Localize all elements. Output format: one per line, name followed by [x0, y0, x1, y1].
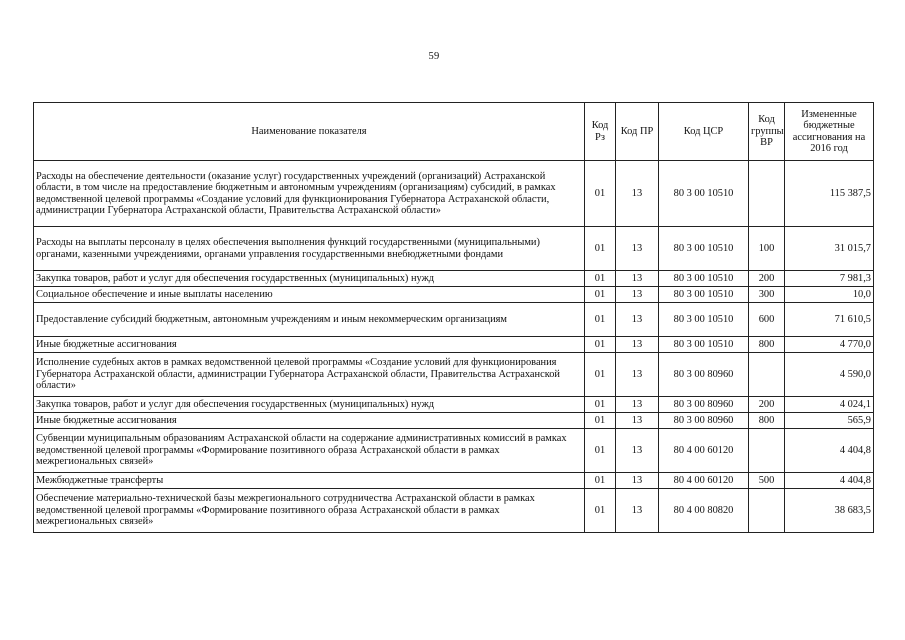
row-amount: 565,9	[785, 413, 874, 429]
row-rz: 01	[585, 303, 616, 337]
row-vr: 600	[749, 303, 785, 337]
row-amount: 10,0	[785, 287, 874, 303]
row-vr: 300	[749, 287, 785, 303]
row-pr: 13	[616, 413, 659, 429]
row-rz: 01	[585, 271, 616, 287]
row-pr: 13	[616, 337, 659, 353]
row-pr: 13	[616, 473, 659, 489]
row-rz: 01	[585, 337, 616, 353]
header-amount: Измененные бюджетные ассигнования на 2016 год	[785, 103, 874, 161]
row-vr	[749, 489, 785, 533]
row-name: Иные бюджетные ассигнования	[34, 337, 585, 353]
table-row	[34, 337, 874, 353]
budget-table	[33, 102, 874, 533]
row-vr: 200	[749, 397, 785, 413]
table-row	[34, 397, 874, 413]
row-pr: 13	[616, 397, 659, 413]
row-pr: 13	[616, 161, 659, 227]
row-rz: 01	[585, 227, 616, 271]
row-name: Закупка товаров, работ и услуг для обеспечения государственных (муниципальных) нужд	[34, 271, 585, 287]
row-csr: 80 3 00 80960	[659, 353, 749, 397]
row-pr: 13	[616, 429, 659, 473]
row-name: Социальное обеспечение и иные выплаты населению	[34, 287, 585, 303]
table-row	[34, 227, 874, 271]
row-vr: 800	[749, 337, 785, 353]
header-csr: Код ЦСР	[659, 103, 749, 161]
row-amount: 38 683,5	[785, 489, 874, 533]
row-name: Обеспечение материально-технической базы межрегионального сотрудничества Астраханской области в рамках ведомственной целевой программы «Формирование позитивного образа Астраханской области в рамках межрегиональных связей»	[34, 489, 585, 533]
row-name: Расходы на выплаты персоналу в целях обеспечения выполнения функций государственными (муниципальными) органами, казенными учреждениями, органами управления государственными внебюджетными фондами	[34, 227, 585, 271]
row-csr: 80 3 00 80960	[659, 413, 749, 429]
header-vr: Код группы ВР	[749, 103, 785, 161]
row-amount: 71 610,5	[785, 303, 874, 337]
table-row	[34, 161, 874, 227]
row-rz: 01	[585, 413, 616, 429]
row-csr: 80 4 00 60120	[659, 429, 749, 473]
row-name: Исполнение судебных актов в рамках ведомственной целевой программы «Создание условий для функционирования Губернатора Астраханской области, администрации Губернатора Астраханской области, Правительства Астраханской области»	[34, 353, 585, 397]
row-vr	[749, 161, 785, 227]
row-csr: 80 3 00 10510	[659, 287, 749, 303]
row-vr	[749, 353, 785, 397]
row-csr: 80 3 00 10510	[659, 227, 749, 271]
row-rz: 01	[585, 429, 616, 473]
table-row	[34, 489, 874, 533]
row-csr: 80 4 00 60120	[659, 473, 749, 489]
row-csr: 80 3 00 10510	[659, 303, 749, 337]
row-name: Межбюджетные трансферты	[34, 473, 585, 489]
row-amount: 4 024,1	[785, 397, 874, 413]
row-csr: 80 3 00 10510	[659, 161, 749, 227]
table-row	[34, 353, 874, 397]
header-pr: Код ПР	[616, 103, 659, 161]
table-row	[34, 271, 874, 287]
row-amount: 4 590,0	[785, 353, 874, 397]
row-name: Субвенции муниципальным образованиям Астраханской области на содержание административных комиссий в рамках ведомственной целевой программы «Формирование позитивного образа Астраханской области в рамках межрегиональных связей»	[34, 429, 585, 473]
row-vr: 500	[749, 473, 785, 489]
header-name: Наименование показателя	[34, 103, 585, 161]
row-pr: 13	[616, 227, 659, 271]
table-row	[34, 429, 874, 473]
row-amount: 4 404,8	[785, 473, 874, 489]
row-pr: 13	[616, 353, 659, 397]
row-amount: 4 404,8	[785, 429, 874, 473]
row-vr: 100	[749, 227, 785, 271]
row-rz: 01	[585, 473, 616, 489]
row-csr: 80 3 00 10510	[659, 337, 749, 353]
table-row	[34, 413, 874, 429]
row-name: Иные бюджетные ассигнования	[34, 413, 585, 429]
table-row	[34, 303, 874, 337]
row-csr: 80 4 00 80820	[659, 489, 749, 533]
row-rz: 01	[585, 287, 616, 303]
page-number: 59	[428, 51, 440, 62]
row-rz: 01	[585, 353, 616, 397]
row-vr: 800	[749, 413, 785, 429]
row-csr: 80 3 00 10510	[659, 271, 749, 287]
row-csr: 80 3 00 80960	[659, 397, 749, 413]
row-rz: 01	[585, 489, 616, 533]
row-pr: 13	[616, 489, 659, 533]
row-name: Расходы на обеспечение деятельности (оказание услуг) государственных учреждений (организаций) Астраханской области, в том числе на предоставление бюджетным и автономным учреждениям (организациям) субсидий, в рамках ведомственной целевой программы «Создание условий для функционирования Губернатора Астраханской области, администрации Губернатора Астраханской области, Правительства Астраханской области»	[34, 161, 585, 227]
row-pr: 13	[616, 303, 659, 337]
table-header-row	[34, 103, 874, 161]
table-row	[34, 473, 874, 489]
row-amount: 7 981,3	[785, 271, 874, 287]
row-name: Закупка товаров, работ и услуг для обеспечения государственных (муниципальных) нужд	[34, 397, 585, 413]
row-amount: 4 770,0	[785, 337, 874, 353]
row-rz: 01	[585, 161, 616, 227]
row-pr: 13	[616, 287, 659, 303]
row-vr	[749, 429, 785, 473]
row-pr: 13	[616, 271, 659, 287]
table-row	[34, 287, 874, 303]
row-amount: 31 015,7	[785, 227, 874, 271]
row-amount: 115 387,5	[785, 161, 874, 227]
header-rz: Код Рз	[585, 103, 616, 161]
row-name: Предоставление субсидий бюджетным, автономным учреждениям и иным некоммерческим организациям	[34, 303, 585, 337]
row-vr: 200	[749, 271, 785, 287]
row-rz: 01	[585, 397, 616, 413]
